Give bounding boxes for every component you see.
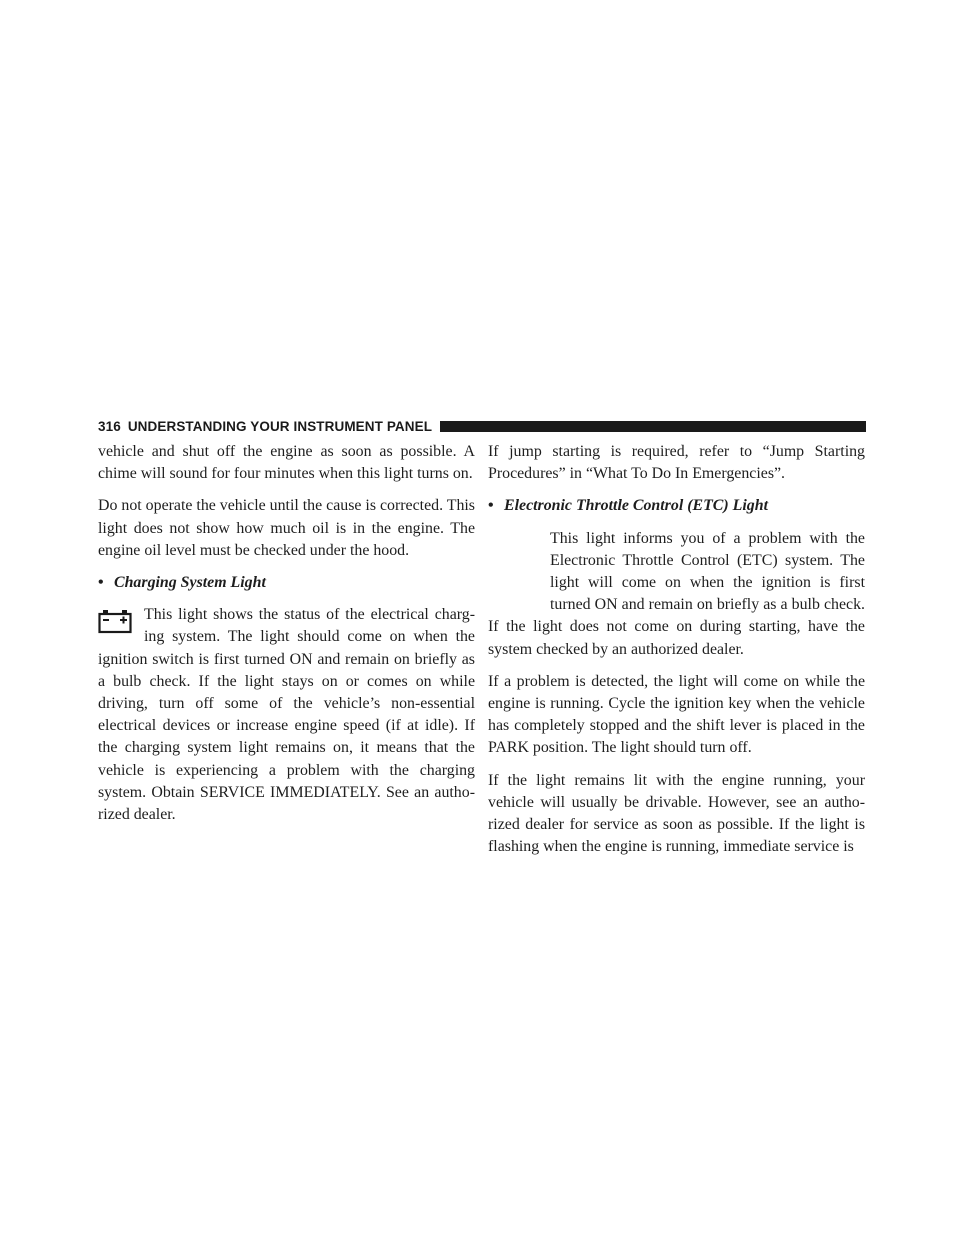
- etc-icon-placeholder: [488, 528, 550, 616]
- header-rule: [440, 421, 866, 432]
- etc-light-block: [488, 528, 865, 661]
- paragraph-oil-warning: Do not operate the vehicle until the cause is corrected. This light does not show how much oil is in the engine. The engine oil level must be checked under the hood.: [98, 497, 475, 559]
- battery-icon: [98, 608, 132, 634]
- charging-light-description: This light shows the status of the electrical charg-ing system. The light should come on when the ignition switch is first turned ON and remain on briefly as a bulb check. If the light stays on or comes on while driving, turn off some of the vehicle’s non-essential electrical devices or increase engine speed (if at idle). If the charging system light remains on, it means that the vehicle is experiencing a problem with the charging system. Obtain SERVICE IMMEDIATELY. See an autho-rized dealer.: [98, 606, 475, 824]
- bullet-dot: •: [488, 497, 494, 515]
- page-number: 316: [98, 418, 121, 434]
- bullet-etc-label: Electronic Throttle Control (ETC) Light: [504, 497, 768, 515]
- paragraph-oil-continued: vehicle and shut off the engine as soon as possible. A chime will sound for four minutes when this light turns on.: [98, 443, 475, 483]
- bullet-charging-label: Charging System Light: [114, 574, 266, 592]
- charging-light-block: [98, 604, 475, 826]
- bullet-charging-system: [98, 572, 475, 594]
- paragraph-light-remains-lit: If the light remains lit with the engine running, your vehicle will usually be drivable. However, see an autho-rized dealer for service as soon as possible. If the light is flashing when the engine is running, immediate service is: [488, 771, 865, 856]
- page-header: [98, 415, 866, 437]
- bullet-dot: •: [98, 574, 104, 592]
- paragraph-problem-detected: If a problem is detected, the light will come on while the engine is running. Cycle the ignition key when the vehicle has completely stopped and the shift lever is placed in the PARK position. The light should turn off.: [488, 672, 865, 757]
- left-column: [98, 441, 475, 826]
- section-title: UNDERSTANDING YOUR INSTRUMENT PANEL: [127, 418, 433, 434]
- paragraph-jump-start: If jump starting is required, refer to “Jump Starting Procedures” in “What To Do In Emergencies”.: [488, 443, 865, 483]
- etc-light-description: This light informs you of a problem with the Electronic Throttle Control (ETC) system. The light will come on when the ignition is first turned ON and remain on briefly as a bulb check. If the light does not come on during starting, have the system checked by an authorized dealer.: [488, 529, 865, 658]
- right-column: [488, 441, 865, 868]
- bullet-etc-light: [488, 495, 865, 517]
